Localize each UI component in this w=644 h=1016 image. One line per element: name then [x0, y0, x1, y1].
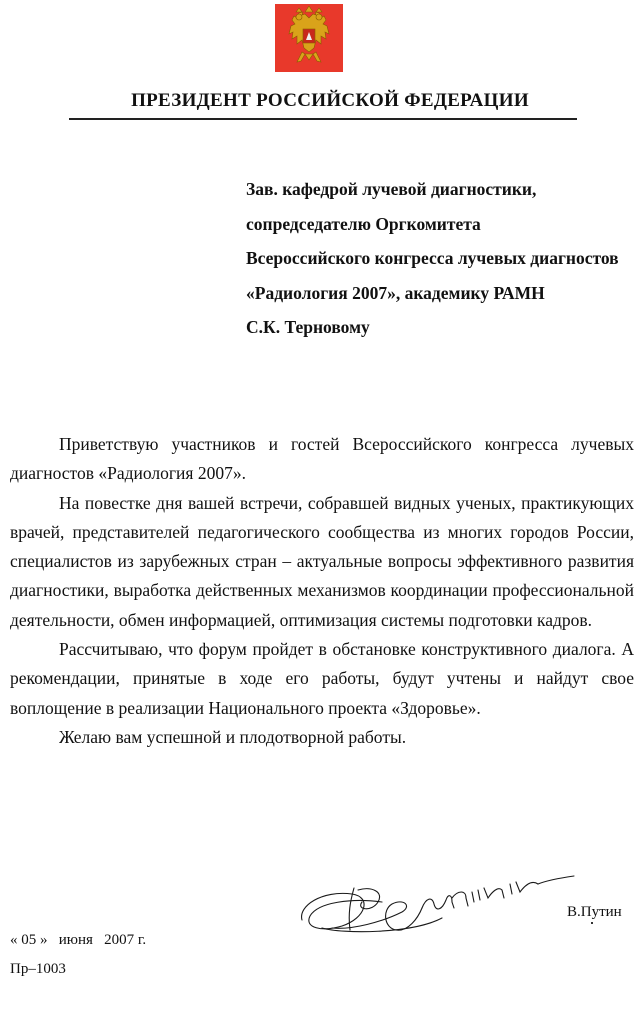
handwritten-signature [292, 868, 582, 940]
addressee-line: Зав. кафедрой лучевой диагностики, [246, 179, 537, 199]
body-paragraph: На повестке дня вашей встречи, собравшей видных ученых, практикующих врачей, представителей педагогического сообщества из многих городов России, специалистов из зарубежных стран – актуальные вопросы эффективного развития диагностики, выработка действенных механизмов координации профессиональной деятельности, обмен информацией, оптимизация системы подготовки кадров. [10, 492, 634, 630]
addressee-line: сопредседателю Оргкомитета [246, 213, 481, 234]
letter-body [10, 430, 634, 752]
addressee-block [246, 172, 644, 345]
coat-of-arms-emblem [275, 4, 343, 72]
body-paragraph: Рассчитываю, что форум пройдет в обстановке конструктивного диалога. А рекомендации, принятые в ходе его работы, будут учтены и найдут свое воплощение в реализации Национального проекта «Здоровье». [10, 639, 634, 718]
signature-scribble-icon [292, 868, 582, 940]
document-number: Пр–1003 [10, 961, 66, 977]
double-headed-eagle-icon [275, 4, 343, 72]
header-title: ПРЕЗИДЕНТ РОССИЙСКОЙ ФЕДЕРАЦИИ [131, 90, 529, 111]
header-divider [69, 118, 577, 120]
addressee-line: С.К. Терновому [246, 317, 370, 337]
document-date: « 05 » июня 2007 г. [10, 932, 147, 948]
addressee-line: Всероссийского конгресса лучевых диагностов [246, 248, 619, 268]
ink-dot [591, 922, 593, 924]
body-paragraph: Желаю вам успешной и плодотворной работы. [59, 726, 407, 747]
addressee-line: «Радиология 2007», академику РАМН [246, 282, 545, 303]
body-paragraph: Приветствую участников и гостей Всероссийского конгресса лучевых диагностов «Радиология 2007». [10, 434, 634, 484]
signer-name: В.Путин [567, 904, 622, 920]
